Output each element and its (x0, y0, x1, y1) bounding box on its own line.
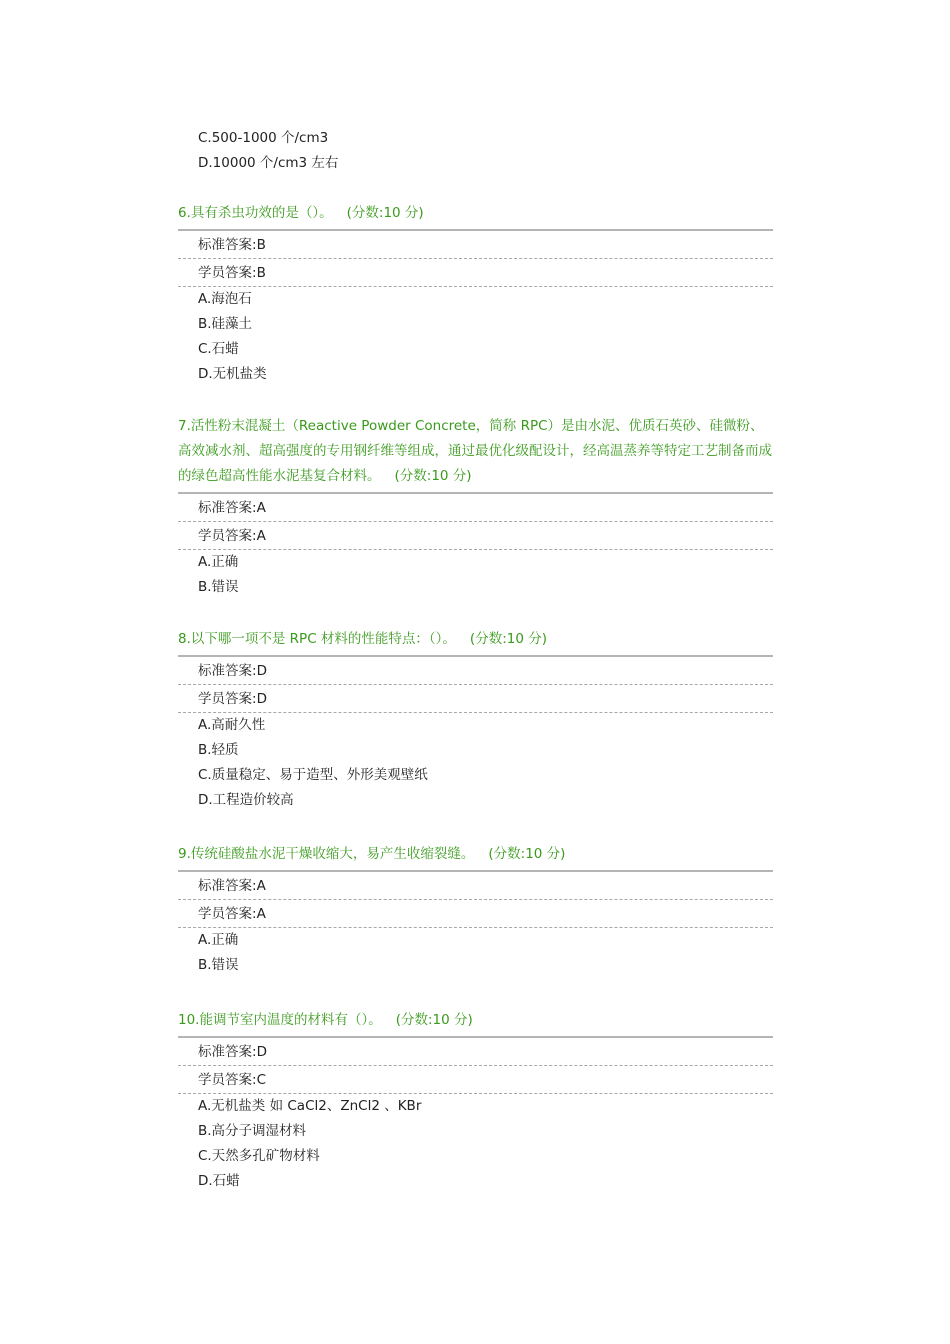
standard-answer-value: D (256, 1044, 267, 1060)
student-answer-label: 学员答案: (198, 906, 257, 922)
standard-answer-value: A (256, 500, 266, 516)
question-5-options-continued (198, 126, 773, 176)
standard-answer-row (178, 657, 773, 685)
answer-box (178, 870, 773, 928)
option-list (178, 287, 773, 387)
option-list (178, 550, 773, 600)
option: A.海泡石 (198, 291, 252, 307)
question-score: (分数:10 分) (394, 468, 472, 484)
option: A.无机盐类 如 CaCl2、ZnCl2 、KBr (198, 1098, 422, 1114)
standard-answer-value: A (256, 878, 266, 894)
student-answer-value: A (256, 906, 266, 922)
option-list (178, 1094, 773, 1194)
option: A.正确 (198, 554, 239, 570)
standard-answer-label: 标准答案: (198, 878, 257, 894)
question-title (178, 842, 773, 868)
option: D.10000 个/cm3 左右 (198, 155, 339, 171)
question-score: (分数:10 分) (346, 205, 424, 221)
standard-answer-row (178, 231, 773, 259)
student-answer-label: 学员答案: (198, 528, 257, 544)
question-title (178, 201, 773, 227)
option-list (178, 713, 773, 813)
question-text: 9.传统硅酸盐水泥干燥收缩大，易产生收缩裂缝。 (178, 846, 475, 862)
answer-box (178, 1036, 773, 1094)
option: C.质量稳定、易于造型、外形美观壁纸 (198, 767, 428, 783)
question-score: (分数:10 分) (395, 1012, 473, 1028)
answer-box (178, 229, 773, 287)
question-text: 10.能调节室内温度的材料有（）。 (178, 1012, 382, 1028)
student-answer-row (178, 685, 773, 713)
student-answer-label: 学员答案: (198, 265, 257, 281)
standard-answer-value: B (256, 237, 266, 253)
answer-box (178, 492, 773, 550)
question-10 (178, 1008, 773, 1194)
option: C.石蜡 (198, 341, 239, 357)
student-answer-row (178, 522, 773, 550)
standard-answer-row (178, 872, 773, 900)
student-answer-value: D (256, 691, 267, 707)
question-7 (178, 414, 773, 600)
standard-answer-label: 标准答案: (198, 663, 257, 679)
option: B.高分子调湿材料 (198, 1123, 307, 1139)
question-score: (分数:10 分) (469, 631, 547, 647)
student-answer-value: C (256, 1072, 266, 1088)
question-text: 6.具有杀虫功效的是（）。 (178, 205, 333, 221)
student-answer-value: A (256, 528, 266, 544)
option: D.工程造价较高 (198, 792, 294, 808)
question-title (178, 414, 773, 490)
student-answer-label: 学员答案: (198, 691, 257, 707)
standard-answer-label: 标准答案: (198, 500, 257, 516)
option: D.无机盐类 (198, 366, 267, 382)
question-text: 8.以下哪一项不是 RPC 材料的性能特点：（）。 (178, 631, 456, 647)
answer-box (178, 655, 773, 713)
standard-answer-label: 标准答案: (198, 1044, 257, 1060)
standard-answer-row (178, 1038, 773, 1066)
student-answer-row (178, 900, 773, 928)
option: C.500-1000 个/cm3 (198, 130, 329, 146)
question-title (178, 1008, 773, 1034)
question-title (178, 627, 773, 653)
option: B.硅藻土 (198, 316, 253, 332)
question-score: (分数:10 分) (488, 846, 566, 862)
option: B.错误 (198, 957, 239, 973)
standard-answer-value: D (256, 663, 267, 679)
student-answer-row (178, 259, 773, 287)
option-list (178, 928, 773, 978)
option: C.天然多孔矿物材料 (198, 1148, 320, 1164)
option: A.正确 (198, 932, 239, 948)
option: B.错误 (198, 579, 239, 595)
question-6 (178, 201, 773, 387)
student-answer-row (178, 1066, 773, 1094)
question-9 (178, 842, 773, 978)
student-answer-value: B (256, 265, 266, 281)
student-answer-label: 学员答案: (198, 1072, 257, 1088)
option: A.高耐久性 (198, 717, 266, 733)
question-8 (178, 627, 773, 813)
question-text: 7.活性粉末混凝土（Reactive Powder Concrete，简称 RPC）是由水泥、优质石英砂、硅微粉、高效减水剂、超高强度的专用钢纤维等组成，通过最优化级配设计，经高温蒸养等特定工艺制备而成的绿色超高性能水泥基复合材料。 (178, 418, 772, 484)
option: D.石蜡 (198, 1173, 240, 1189)
standard-answer-row (178, 494, 773, 522)
standard-answer-label: 标准答案: (198, 237, 257, 253)
option: B.轻质 (198, 742, 239, 758)
